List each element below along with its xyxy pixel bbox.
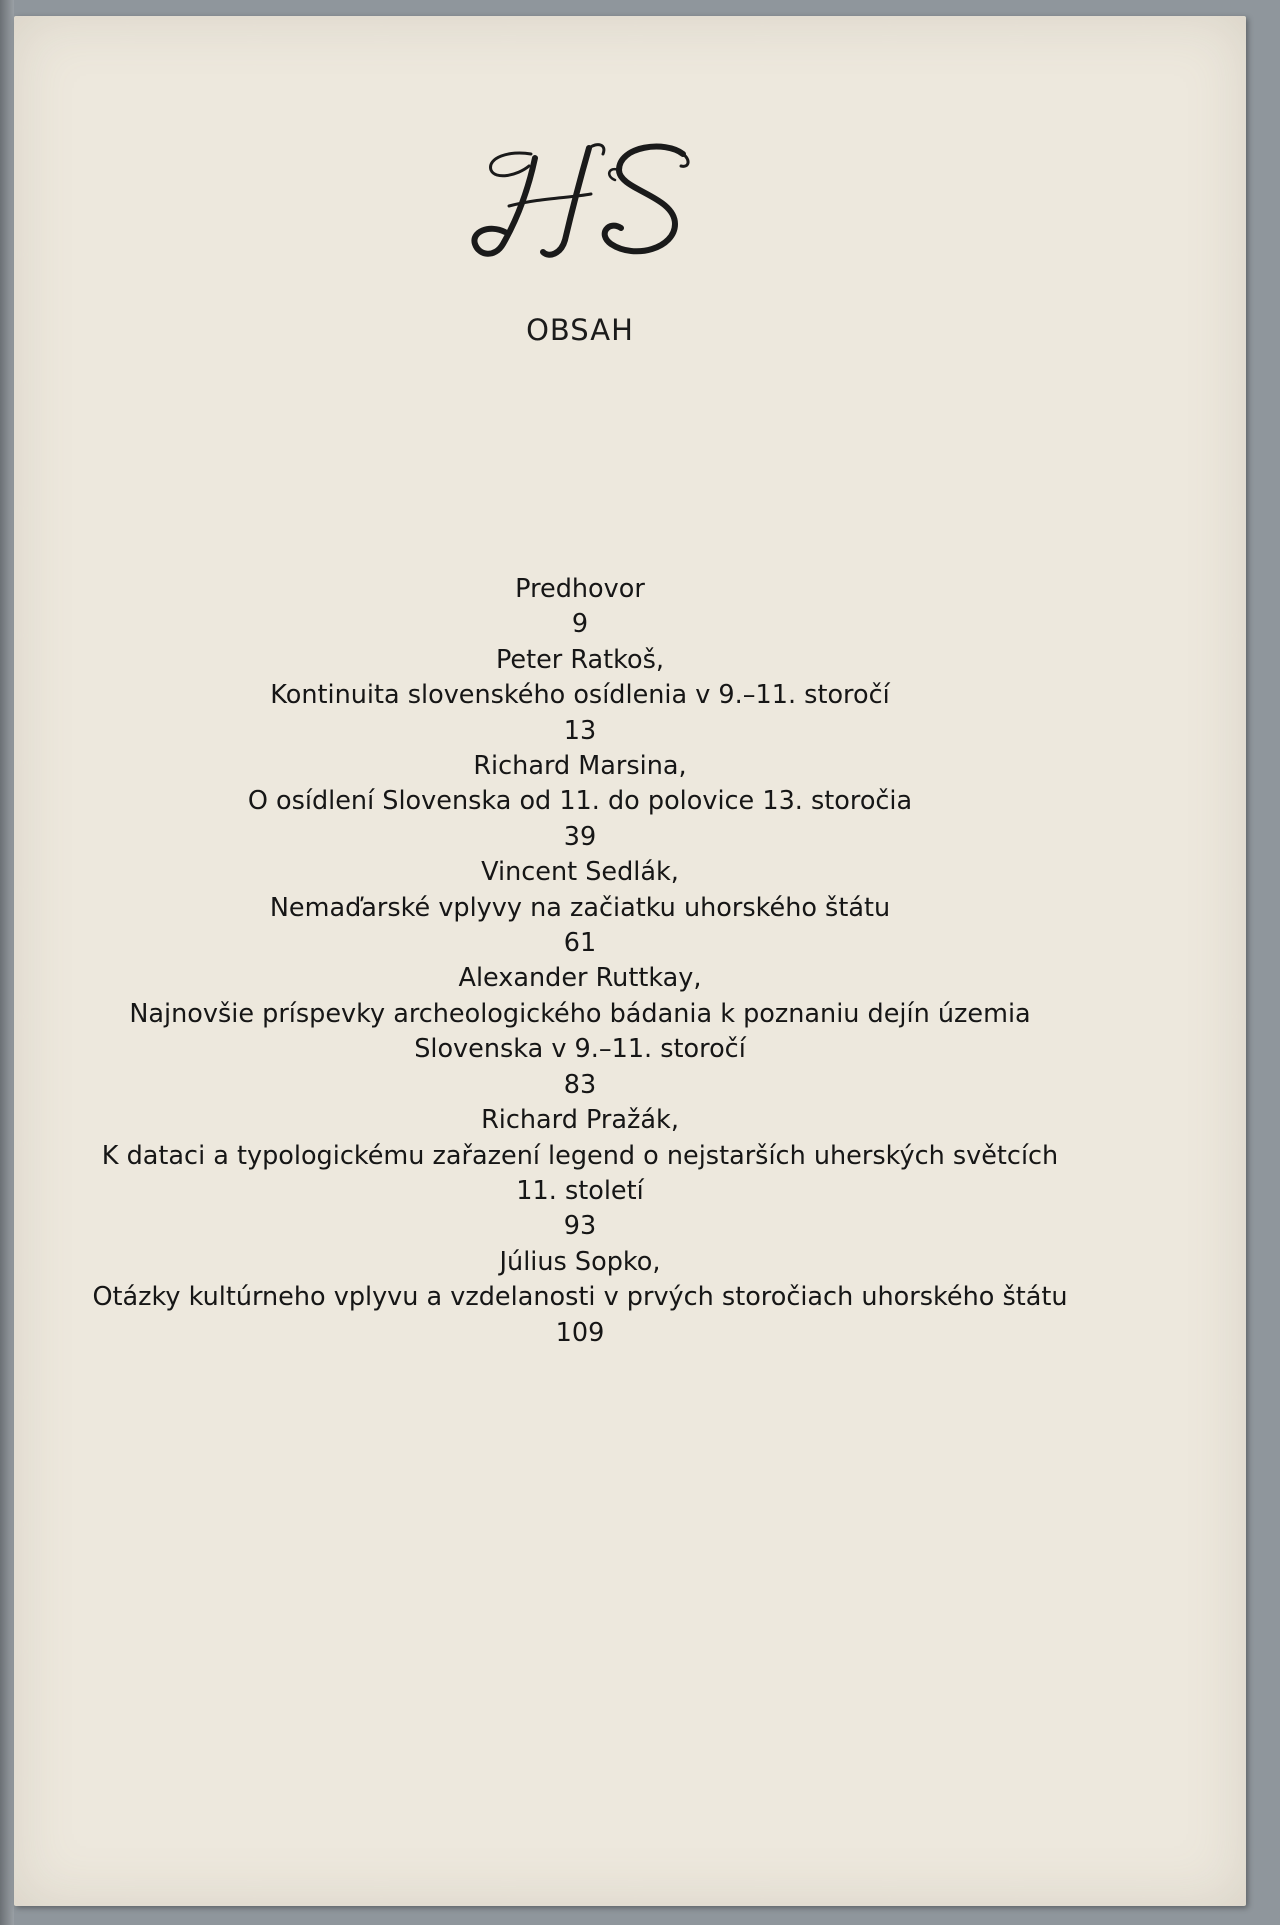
toc-entry-title-continued: Slovenska v 9.–11. storočí bbox=[414, 1034, 746, 1065]
toc-entry-title: Kontinuita slovenského osídlenia v 9.–11. storočí bbox=[270, 680, 890, 711]
toc-entry-title: K dataci a typologickému zařazení legend o nejstarších uherských světcích bbox=[101, 1140, 1059, 1171]
toc-entry-author: Peter Ratkoš, bbox=[495, 644, 665, 675]
toc-entry-page: 9 bbox=[571, 609, 589, 640]
toc-entry-author: Vincent Sedlák, bbox=[481, 857, 679, 888]
toc-entry-page: 61 bbox=[563, 928, 597, 959]
toc-entry-page: 109 bbox=[555, 1317, 605, 1348]
book-page bbox=[14, 16, 1246, 1906]
toc-entry-title: Nemaďarské vplyvy na začiatku uhorského štátu bbox=[269, 892, 891, 923]
toc-entry-page: 93 bbox=[563, 1211, 597, 1242]
hs-monogram-logo bbox=[469, 136, 699, 266]
toc-entry-title: Najnovšie príspevky archeologického bádania k poznaniu dejín územia bbox=[129, 998, 1031, 1029]
table-of-contents bbox=[14, 572, 1146, 1351]
toc-entry-page: 13 bbox=[563, 715, 597, 746]
book-spine-edge bbox=[0, 0, 14, 1925]
toc-entry-page: 83 bbox=[563, 1069, 597, 1100]
toc-entry-author: Alexander Ruttkay, bbox=[458, 963, 702, 994]
toc-entry-title-continued: 11. století bbox=[516, 1175, 644, 1206]
toc-entry-title: O osídlení Slovenska od 11. do polovice 13. storočia bbox=[247, 786, 913, 817]
toc-entry-author: Július Sopko, bbox=[499, 1246, 661, 1277]
toc-entry-author: Richard Marsina, bbox=[473, 751, 687, 782]
toc-entry-title: Predhovor bbox=[515, 574, 645, 604]
toc-entry-page: 39 bbox=[563, 821, 597, 852]
page-title: OBSAH bbox=[526, 313, 634, 347]
toc-entry-title: Otázky kultúrneho vplyvu a vzdelanosti v prvých storočiach uhorského štátu bbox=[92, 1282, 1068, 1313]
toc-entry-author: Richard Pražák, bbox=[481, 1105, 679, 1136]
